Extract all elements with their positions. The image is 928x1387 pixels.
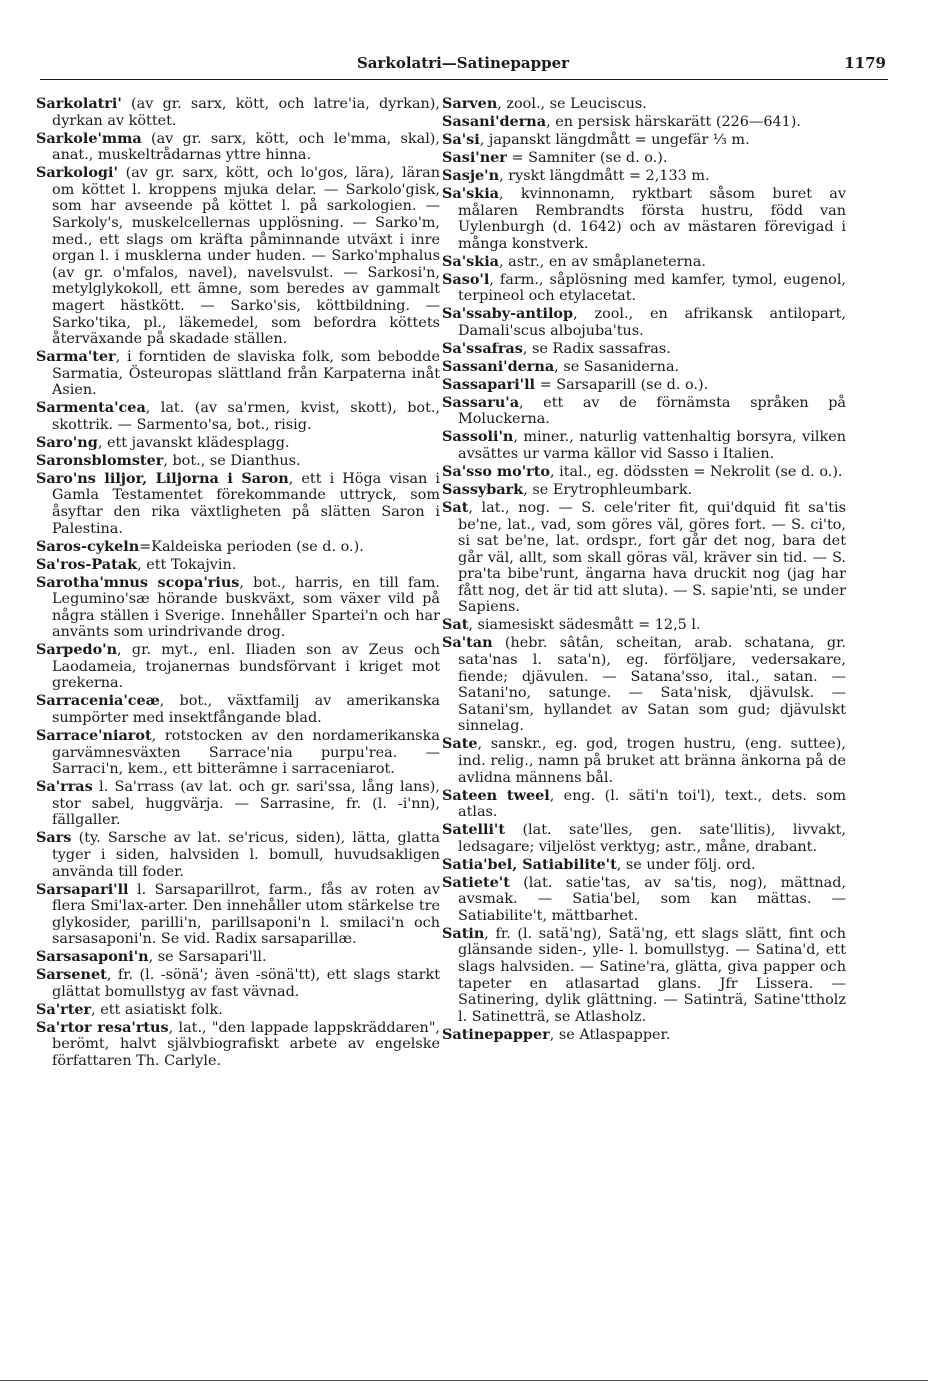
entry-headword: Sa'rtor resa'rtus <box>36 1018 169 1036</box>
dictionary-entry <box>442 500 846 616</box>
entry-definition: =Kaldeiska perioden (se d. o.). <box>139 538 364 555</box>
entry-headword: Saro'ns liljor, Liljorna i Saron <box>36 469 289 487</box>
dictionary-entry <box>36 693 440 726</box>
dictionary-entry <box>442 464 846 481</box>
entry-definition: , bot., harris, en till fam. Legumino'sæ hörande buskväxt, som växer vild på några ställen i Sverige. Innehåller Spartei'n och har använts som urindrivande drog. <box>52 574 440 641</box>
entry-headword: Sassybark <box>442 480 524 498</box>
entry-definition: (av gr. sarx, kött, och latre'ia, dyrkan), dyrkan av köttet. <box>52 96 440 129</box>
dictionary-entry <box>442 617 846 634</box>
dictionary-entry <box>442 788 846 821</box>
entry-definition: , japanskt längdmått = ungefär ⅓ m. <box>479 131 750 148</box>
dictionary-entry <box>442 341 846 358</box>
entry-headword: Sasani'derna <box>442 112 547 130</box>
entry-headword: Sarpedo'n <box>36 641 118 659</box>
entry-definition: (lat. sate'lles, gen. sate'llitis), livvakt, ledsagare; viljelöst verktyg; astr., måne, drabant. <box>458 822 846 855</box>
entry-definition: , rotstocken av den nordamerikanska garvämnesväxten Sarrace'nia purpu'rea. — Sarraci'n, kem., ett bitterämne i sarraceniarot. <box>52 728 440 778</box>
entry-definition: (av gr. sarx, kött, och lo'gos, lära), läran om köttet l. kroppens mjuka delar. — Sarkolo'gisk, som har avseende på köttet l. på sarkologien. — Sarkoly's, muskelcellernas upplösning. — Sarko'm, med., ett slags om kräfta påminnande utväxt i inre organ l. i musklerna under huden. — Sarko'mphalus (av gr. o'mfalos, navel), navelsvulst. — Sarkosi'n, metylglykokoll, ett ämne, som beredes av gammalt magert hästkött. — Sarko'sis, köttbildning. — Sarko'tika, pl., läkemedel, som befordra köttets återväxande på skadade ställen. <box>52 165 440 348</box>
entry-headword: Sarven <box>442 95 498 112</box>
entry-headword: Sars <box>36 829 72 847</box>
entry-definition: (av gr. sarx, kött, och le'mma, skal), anat., muskeltrådarnas yttre hinna. <box>52 130 440 164</box>
entry-headword: Saros-cykeln <box>36 537 140 555</box>
entry-headword: Sa'rter <box>36 1000 92 1018</box>
dictionary-entry <box>36 131 440 164</box>
entry-definition: , ett asiatiskt folk. <box>91 1001 223 1018</box>
dictionary-entry <box>442 132 846 149</box>
entry-definition: , kvinnonamn, ryktbart såsom buret av målaren Rembrandts första hustru, född van Uylenburgh (d. 1642) och av mästaren förevigad i många konstverk. <box>458 185 846 252</box>
entry-headword: Sat <box>442 616 469 634</box>
entry-headword: Sa'skia <box>442 252 499 270</box>
entry-headword: Sarsasaponi'n <box>36 948 149 966</box>
dictionary-entry <box>36 1020 440 1070</box>
entry-headword: Sarma'ter <box>36 348 116 366</box>
dictionary-entry <box>442 822 846 855</box>
dictionary-entry <box>36 557 440 574</box>
entry-headword: Sassaru'a <box>442 393 520 411</box>
entry-definition: (lat. satie'tas, av sa'tis, nog), mättnad, avsmak. — Satia'bel, som kan mättas. — Satiabilite't, mättbarhet. <box>458 874 846 924</box>
entry-definition: , se Atlaspapper. <box>549 1026 671 1043</box>
entry-definition: , se Erytrophleumbark. <box>523 481 693 498</box>
right-column <box>442 96 846 1045</box>
entry-definition: l. Sarsaparillrot, farm., fås av roten av flera Smi'lax-arter. Den innehåller utom stärkelse tre glykosider, parilli'n, parillsaponi'n l. smilaci'n och sarsasaponi'n. Se vid. Radix sarsaparillæ. <box>52 881 440 948</box>
entry-headword: Satin <box>442 924 485 942</box>
entry-definition: , se Sarsapari'll. <box>148 949 267 966</box>
entry-headword: Sarkole'mma <box>36 129 142 147</box>
entry-definition: , bot., växtfamilj av amerikanska sumpörter med insektfångande blad. <box>52 693 440 727</box>
entry-definition: , gr. myt., enl. Iliaden son av Zeus och Laodameia, trojanernas bundsförvant i kriget mot grekerna. <box>52 642 440 692</box>
entry-headword: Sassani'derna <box>442 357 555 375</box>
dictionary-entry <box>36 575 440 641</box>
entry-definition: , ett av de förnämsta språken på Moluckerna. <box>458 394 846 428</box>
entry-definition: , ital., eg. dödssten = Nekrolit (se d. o.). <box>550 463 843 480</box>
dictionary-entry <box>442 395 846 428</box>
entry-headword: Sa'skia <box>442 184 499 202</box>
entry-headword: Saro'ng <box>36 433 98 451</box>
entry-headword: Sarsapari'll <box>36 880 129 898</box>
dictionary-entry <box>442 482 846 499</box>
page-header <box>40 54 886 82</box>
entry-definition: , se under följ. ord. <box>616 856 756 873</box>
dictionary-entry <box>36 642 440 692</box>
entry-definition: , se Sasaniderna. <box>554 358 680 375</box>
entry-headword: Sarmenta'cea <box>36 399 146 417</box>
dictionary-entry <box>36 949 440 966</box>
entry-headword: Sarrace'niarot <box>36 727 152 745</box>
dictionary-entry <box>442 168 846 185</box>
entry-headword: Sarotha'mnus scopa'rius <box>36 573 240 591</box>
dictionary-entry <box>36 453 440 470</box>
page-number: 1179 <box>844 54 886 72</box>
entry-definition: , ett javanskt klädesplagg. <box>97 434 290 451</box>
entry-headword: Sarkologi' <box>36 164 118 182</box>
entry-headword: Sate <box>442 735 478 753</box>
entry-headword: Satiete't <box>442 873 510 891</box>
entry-headword: Sarracenia'ceæ <box>36 692 160 710</box>
dictionary-entry <box>442 359 846 376</box>
entry-definition: , siamesiskt sädesmått = 12,5 l. <box>468 617 701 634</box>
entry-headword: Satinepapper <box>442 1025 550 1043</box>
dictionary-entry <box>36 435 440 452</box>
entry-definition: , farm., såplösning med kamfer, tymol, eugenol, terpineol och etylacetat. <box>458 271 846 305</box>
dictionary-entry <box>442 306 846 339</box>
entry-definition: l. Sa'rrass (av lat. och gr. sari'ssa, lång lans), stor sabel, huggvärja. — Sarrasine, fr. (l. -i'nn), fällgaller. <box>52 779 440 829</box>
entry-headword: Satelli't <box>442 821 505 839</box>
entry-headword: Sa'sso mo'rto <box>442 462 550 480</box>
entry-headword: Sasje'n <box>442 166 500 184</box>
entry-definition: , fr. (l. -sönä'; även -sönä'tt), ett slags starkt glättat bomullstyg av fast vävnad. <box>52 967 440 1000</box>
dictionary-entry <box>442 272 846 305</box>
dictionary-entry <box>36 830 440 880</box>
dictionary-entry <box>442 186 846 252</box>
entry-definition: , bot., se Dianthus. <box>163 452 301 469</box>
dictionary-entry <box>36 471 440 537</box>
entry-headword: Sa'ros-Patak <box>36 555 138 573</box>
entry-headword: Sa'si <box>442 130 480 148</box>
dictionary-entry <box>442 150 846 167</box>
entry-definition: (hebr. sâtân, scheitan, arab. schatana, gr. sata'nas l. sata'n), eg. förföljare, vedersakare, fiende; djävulen. — Satana'sso, ital., satan. — Satani'no, satunge. — Sata'nisk, djävulsk. — Satani'sm, hyllandet av Satan som gud; djävulskt sinnelag. <box>458 635 846 735</box>
dictionary-entry <box>36 349 440 399</box>
entry-headword: Sa'rras <box>36 778 93 796</box>
dictionary-entry <box>36 539 440 556</box>
entry-headword: Sa'ssafras <box>442 339 523 357</box>
entry-headword: Sarkolatri' <box>36 95 122 112</box>
entry-definition: (ty. Sarsche av lat. se'ricus, siden), lätta, glatta tyger i siden, halvsiden l. bomull, huvudsakligen använda till foder. <box>52 830 440 880</box>
entry-definition: , zool., se Leuciscus. <box>497 96 647 112</box>
entry-definition: , se Radix sassafras. <box>522 340 671 357</box>
entry-headword: Sa'ssaby-antilop <box>442 305 574 323</box>
entry-definition: , ryskt längdmått = 2,133 m. <box>499 167 710 184</box>
entry-headword: Sateen tweel <box>442 786 550 804</box>
entry-definition: , sanskr., eg. god, trogen hustru, (eng. suttee), ind. relig., namn på bruket att bränna änkorna på de avlidna männens bål. <box>458 736 846 786</box>
entry-definition: , zool., en afrikansk antilopart, Damali'scus albojuba'tus. <box>458 306 846 339</box>
entry-headword: Satia'bel, Satiabilite't <box>442 855 617 873</box>
entry-definition: , miner., naturlig vattenhaltig borsyra, vilken avsättes ur varma källor vid Sasso i Italien. <box>458 429 846 462</box>
entry-headword: Sasi'ner <box>442 148 507 166</box>
dictionary-entry <box>36 882 440 948</box>
entry-definition: , en persisk härskarätt (226—641). <box>546 113 801 130</box>
dictionary-entry <box>442 377 846 394</box>
dictionary-entry <box>442 857 846 874</box>
entry-definition: , eng. (l. säti'n toi'l), text., dets. som atlas. <box>458 787 847 821</box>
dictionary-entry <box>36 1002 440 1019</box>
entry-definition: , astr., en av småplaneterna. <box>499 253 706 270</box>
dictionary-entry <box>442 429 846 462</box>
dictionary-entry <box>442 736 846 786</box>
entry-definition: , i forntiden de slaviska folk, som bebodde Sarmatia, Östeuropas slättland från Karpaterna inåt Asien. <box>52 349 440 399</box>
header-rule <box>40 79 888 80</box>
dictionary-entry <box>442 875 846 925</box>
dictionary-entry <box>442 926 846 1026</box>
dictionary-entry <box>442 254 846 271</box>
entry-definition: , lat., nog. — S. cele'riter fit, qui'dquid fit sa'tis be'ne, lat., vad, som göres väl, göres fort. — S. ci'to, si sat be'ne, lat. ordspr., fort går det nog, bara det går väl, allt, som skall göras väl, kräver sin tid. — S. pra'ta bibe'runt, ängarna hava druckit nog (jag har fått nog, det är tid att sluta). — S. sapie'nti, se under Sapiens. <box>458 499 846 616</box>
bottom-edge-line <box>0 1380 928 1381</box>
entry-headword: Sassapari'll <box>442 375 536 393</box>
entry-definition: , fr. (l. satä'ng), Satä'ng, ett slags slätt, fint och glänsande siden-, ylle- l. bomullstyg. — Satina'd, ett slags halvsiden. — Satine'ra, glätta, giva papper och tapeter en atlasartad glans. Jfr Lissera. — Satinering, dylik glättning. — Satinträ, Satine'ttholz l. Satinetträ, se Atlasholz. <box>458 925 846 1025</box>
entry-definition: , lat., "den lappade lappskräddaren", berömt, halvt självbiografiskt arbete av engelske författaren Th. Carlyle. <box>52 1019 441 1070</box>
entry-definition: , ett i Höga visan i Gamla Testamentet förekommande uttryck, som åsyftar den rika växtligheten på slätten Saron i Palestina. <box>52 470 440 537</box>
dictionary-entry <box>36 967 440 1000</box>
dictionary-entry <box>442 1027 846 1044</box>
entry-headword: Sa'tan <box>442 634 493 652</box>
entry-definition: , ett Tokajvin. <box>137 556 237 573</box>
entry-headword: Saronsblomster <box>36 451 164 469</box>
dictionary-entry <box>36 728 440 778</box>
entry-headword: Saso'l <box>442 270 490 288</box>
entry-definition: = Sarsaparill (se d. o.). <box>535 376 709 393</box>
entry-headword: Sassoli'n <box>442 428 514 446</box>
dictionary-entry <box>36 400 440 433</box>
dictionary-entry <box>442 114 846 131</box>
entry-definition: , lat. (av sa'rmen, kvist, skott), bot., skottrik. — Sarmento'sa, bot., risig. <box>52 400 440 433</box>
entry-headword: Sarsenet <box>36 966 107 984</box>
dictionary-entry <box>36 779 440 829</box>
dictionary-entry <box>36 165 440 348</box>
left-column <box>36 96 440 1071</box>
dictionary-entry <box>36 96 440 129</box>
dictionary-entry <box>442 96 846 113</box>
entry-headword: Sat <box>442 498 469 516</box>
running-title: Sarkolatri—Satinepapper <box>356 54 570 72</box>
entry-definition: = Samniter (se d. o.). <box>506 149 668 166</box>
dictionary-entry <box>442 635 846 735</box>
